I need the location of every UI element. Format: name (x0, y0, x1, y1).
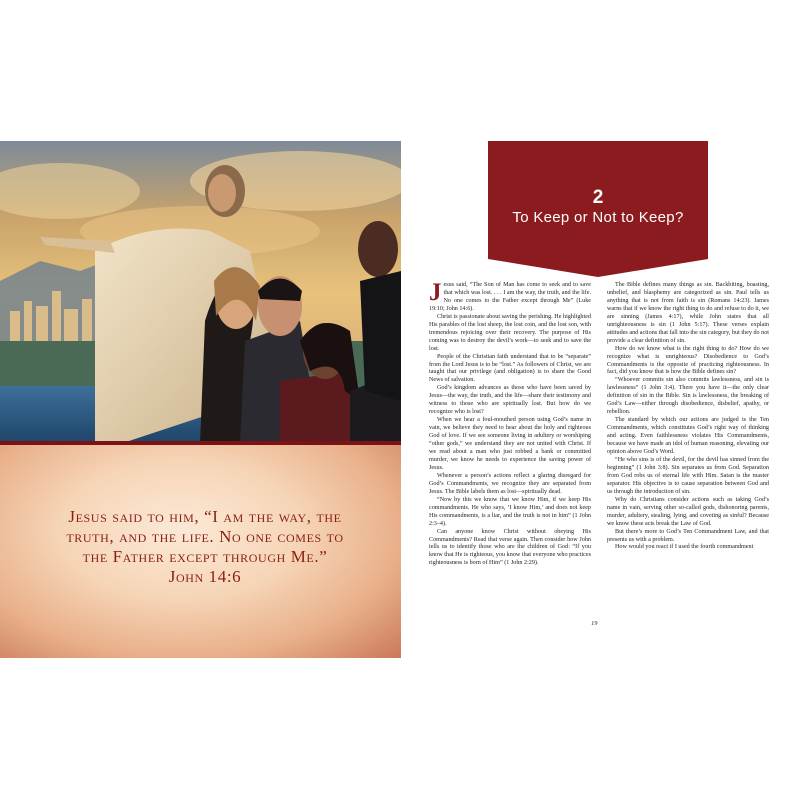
chapter-title: To Keep or Not to Keep? (512, 209, 684, 226)
scripture-quote (30, 507, 380, 587)
quote-reference: John 14:6 (168, 567, 242, 586)
paragraph: “Whoever commits sin also commits lawlessness, and sin is lawlessness” (1 John 3:4). There you have it—the only clear definition of sin in the Bible. Sin is lawlessness, the breaking of God’s Law—either through disobedience, disbelief, apathy, or rebellion. (607, 377, 769, 416)
paragraph: Jesus said, “The Son of Man has come to seek and to save that which was lost. . . . I am the way, the truth, and the life. No one comes to the Father except through Me” (Luke 19:10; John 14:6). (429, 279, 591, 312)
quote-line: Jesus said to him, “I am the way, the (68, 507, 342, 526)
paragraph: The standard by which our actions are judged is the Ten Commandments, which constitutes God’s right way of thinking and acting. Even faithlessness violates His Commandments, because we have made an idol of human reasoning, elevating our opinion above God’s Word. (607, 417, 769, 456)
text-column-1 (429, 279, 591, 568)
chapter-banner (488, 141, 708, 259)
drop-cap: J (429, 279, 442, 306)
paragraph: “Now by this we know that we know Him, if we keep His commandments. He who says, ‘I know Him,’ and does not keep His commandments, is a liar, and the truth is not in him” (1 John 2:3–4). (429, 496, 591, 527)
paragraph: People of the Christian faith understand that to be “separate” from the Lord Jesus is to be “lost.” As followers of Christ, we are taught that our privilege (and obligation) is to share the Good News of salvation. (429, 353, 591, 384)
paragraph: “He who sins is of the devil, for the devil has sinned from the beginning” (1 John 3:8). Sin separates us from God. Separation from God robs us of eternal life with Him. Satan is the master separator. His objective is to cause separation between God and us through the introduction of sin. (607, 456, 769, 495)
quote-line: truth, and the life. No one comes to (66, 527, 344, 546)
paragraph: Whenever a person’s actions reflect a glaring disregard for God’s Commandments, we recognize they are separated from Jesus. The Bible labels them as lost—spiritually dead. (429, 472, 591, 495)
paragraph: Can anyone know Christ without obeying His Commandments? Read that verse again. Then consider how John tells us to identify those who are the children of God: “If you know that He is righteous, you know that everyone who practices righteousness is born of Him” (1 John 2:29). (429, 528, 591, 567)
paragraph: The Bible defines many things as sin. Backbiting, boasting, unbelief, and blasphemy are categorized as sin. Paul tells us anything that is not from faith is sin (Romans 14:23). James warns that if we know the right thing to do and refuse to do it, we are sinning (James 4:17), while John states that all unrighteousness is sin (1 John 5:17). These verses explain attitudes and actions that fall into the sin category, but they do not provide a clear definition of sin. (607, 282, 769, 344)
painting-illustration (0, 141, 401, 444)
paragraph: How do we know what is the right thing to do? How do we recognize what is unrighteous? Disobedience to God’s Commandments is the opposite of practicing righteousness. In fact, did you know that is how the Bible defines sin? (607, 345, 769, 376)
paragraph: When we hear a foul-mouthed person using God’s name in vain, we believe they need to hear about the holy and righteous God of love. If we see someone living in adultery or worshiping “other gods,” we understand they are not united with Christ. If we read about a man who just robbed a bank or committed murder, we know he needs to experience the saving power of Jesus. (429, 417, 591, 471)
left-page (0, 141, 401, 658)
paragraph: Christ is passionate about saving the perishing. He highlighted His parables of the lost sheep, the lost coin, and the lost son, with tremendous rejoicing over their recovery. The purpose of His coming was to destroy the devil’s work—to seek and to save the lost. (429, 313, 591, 352)
right-page (401, 141, 800, 658)
quote-line: the Father except through Me.” (82, 547, 328, 566)
page-number: 19 (591, 620, 598, 627)
paragraph: Why do Christians consider actions such as taking God’s name in vain, serving other so-called gods, dishonoring parents, murder, adultery, stealing, lying, and coveting as sinful? Because we know these acts break the Law of God. (607, 496, 769, 527)
paragraph: But there’s more to God’s Ten Commandment Law, and that presents us with a problem. (607, 528, 769, 543)
chapter-number: 2 (592, 187, 604, 208)
quote-panel (0, 445, 401, 658)
paragraph: God’s kingdom advances as those who have been saved by Jesus—the way, the truth, and the life—share their testimony and witness to those who are spiritually lost. But how do we recognize who is lost? (429, 385, 591, 416)
text-column-2 (607, 282, 769, 552)
paragraph: How would you react if I used the fourth commandment (615, 544, 754, 551)
